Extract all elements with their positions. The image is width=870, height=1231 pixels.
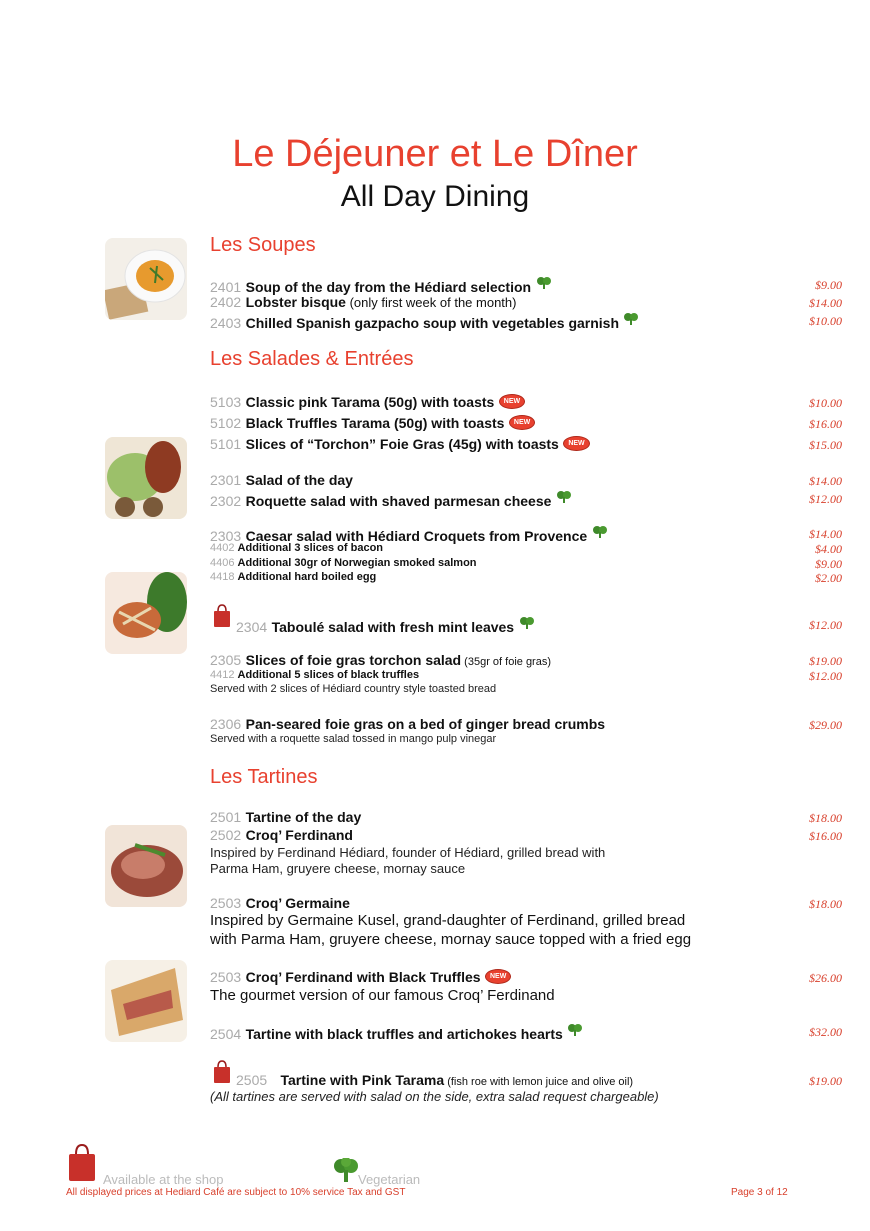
- section-soupes: Les Soupes: [210, 234, 316, 256]
- page-number: Page 3 of 12: [731, 1187, 788, 1198]
- legend-veg: Vegetarian: [358, 1172, 421, 1187]
- item-description: with Parma Ham, gruyere cheese, mornay sauce topped with a fried egg: [210, 931, 692, 948]
- legend-shop: Available at the shop: [103, 1172, 224, 1187]
- tartines-note: (All tartines are served with salad on the side, extra salad request chargeable): [210, 1089, 659, 1104]
- item-description: Inspired by Germaine Kusel, grand-daughter of Ferdinand, grilled bread: [210, 912, 686, 929]
- menu-item-2503: 2503 Croq’ Germaine $18.00: [210, 895, 842, 911]
- item-description: Parma Ham, gruyere cheese, mornay sauce: [210, 861, 466, 876]
- soup-photo: [105, 238, 187, 320]
- vegetarian-icon: [623, 312, 639, 331]
- page-title: Le Déjeuner et Le Dîner: [232, 133, 638, 175]
- menu-item-2503-truffles: 2503 Croq’ Ferdinand with Black Truffles NEW $26.00: [210, 969, 842, 985]
- menu-item-2502: 2502 Croq’ Ferdinand $16.00: [210, 827, 842, 843]
- menu-item-5102: 5102 Black Truffles Tarama (50g) with toasts NEW $16.00: [210, 415, 842, 431]
- menu-item-2505: 2505 Tartine with Pink Tarama (fish roe with lemon juice and olive oil) $19.00: [236, 1072, 842, 1088]
- menu-addon-4418: 4418 Additional hard boiled egg $2.00: [210, 571, 842, 585]
- foie-gras-photo: [105, 437, 187, 519]
- menu-item-2403: 2403 Chilled Spanish gazpacho soup with vegetables garnish $10.00: [210, 314, 842, 331]
- new-badge-icon: NEW: [509, 415, 535, 430]
- sandwich-photo: [105, 960, 187, 1042]
- salad-photo: [105, 572, 187, 654]
- croq-photo: [105, 825, 187, 907]
- menu-item-2305: 2305 Slices of foie gras torchon salad (35gr of foie gras) $19.00: [210, 652, 842, 668]
- item-description: Served with a roquette salad tossed in mango pulp vinegar: [210, 733, 497, 745]
- page-subtitle: All Day Dining: [340, 180, 530, 213]
- menu-addon-4406: 4406 Additional 30gr of Norwegian smoked salmon $9.00: [210, 557, 842, 571]
- new-badge-icon: NEW: [485, 969, 511, 984]
- menu-item-2501: 2501 Tartine of the day $18.00: [210, 809, 842, 825]
- item-description: Served with 2 slices of Hédiard country style toasted bread: [210, 683, 497, 695]
- vegetarian-icon: [333, 1158, 359, 1189]
- menu-item-2304: 2304 Taboulé salad with fresh mint leaves $12.00: [236, 618, 842, 635]
- menu-item-5103: 5103 Classic pink Tarama (50g) with toasts NEW $10.00: [210, 394, 842, 410]
- new-badge-icon: NEW: [563, 436, 589, 451]
- vegetarian-icon: [536, 276, 552, 295]
- menu-item-2301: 2301 Salad of the day $14.00: [210, 472, 842, 488]
- menu-item-2303: 2303 Caesar salad with Hédiard Croquets from Provence $14.00: [210, 527, 842, 544]
- vegetarian-icon: [556, 490, 572, 509]
- new-badge-icon: NEW: [499, 394, 525, 409]
- item-description: The gourmet version of our famous Croq’ Ferdinand: [210, 987, 555, 1004]
- shop-bag-icon: [212, 604, 232, 633]
- item-description: Inspired by Ferdinand Hédiard, founder of Hédiard, grilled bread with: [210, 845, 606, 860]
- menu-item-2306: 2306 Pan-seared foie gras on a bed of ginger bread crumbs $29.00: [210, 716, 842, 732]
- section-tartines: Les Tartines: [210, 766, 318, 788]
- menu-item-5101: 5101 Slices of “Torchon” Foie Gras (45g) with toasts NEW $15.00: [210, 436, 842, 452]
- menu-addon-4402: 4402 Additional 3 slices of bacon $4.00: [210, 542, 842, 556]
- footer-note: All displayed prices at Hediard Café are subject to 10% service Tax and GST: [66, 1187, 406, 1198]
- shop-bag-icon: [67, 1143, 97, 1188]
- menu-item-2504: 2504 Tartine with black truffles and artichokes hearts $32.00: [210, 1025, 842, 1042]
- menu-addon-4412: 4412 Additional 5 slices of black truffles $12.00: [210, 669, 842, 683]
- vegetarian-icon: [567, 1023, 583, 1042]
- menu-item-2402: 2402 Lobster bisque (only first week of the month) $14.00: [210, 294, 842, 310]
- section-salades: Les Salades & Entrées: [210, 348, 414, 370]
- menu-item-2302: 2302 Roquette salad with shaved parmesan cheese $12.00: [210, 492, 842, 509]
- shop-bag-icon: [212, 1060, 232, 1089]
- menu-item-2401: 2401 Soup of the day from the Hédiard selection $9.00: [210, 278, 842, 295]
- vegetarian-icon: [519, 616, 535, 635]
